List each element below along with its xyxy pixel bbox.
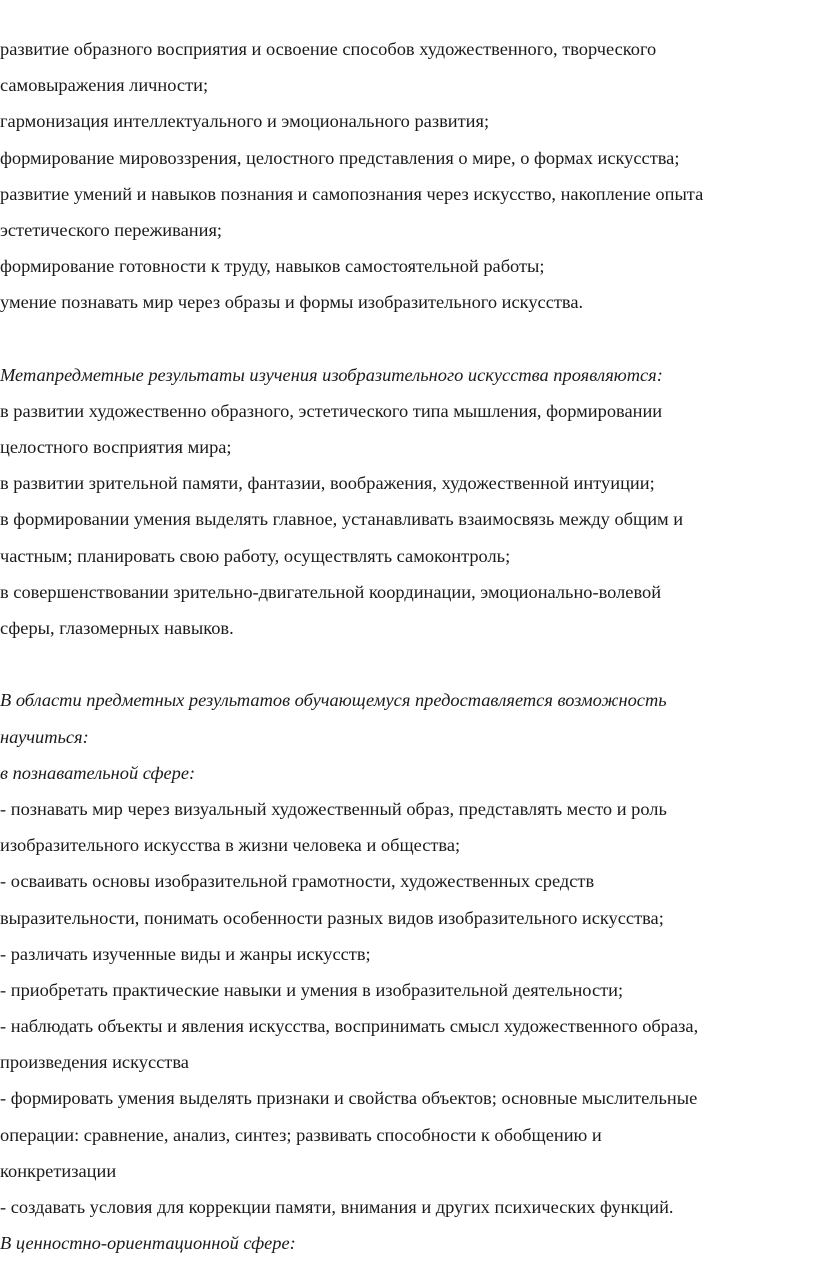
list-item: произведения искусства: [0, 1052, 189, 1073]
list-item: - познавать мир через визуальный художественный образ, представлять место и роль: [0, 798, 667, 819]
text-line: умение познавать мир через образы и формы изобразительного искусства.: [0, 292, 584, 313]
text-line: гармонизация интеллектуального и эмоционального развития;: [0, 111, 490, 132]
list-item: изобразительного искусства в жизни человека и общества;: [0, 835, 461, 856]
value-sphere-heading: В ценностно-ориентационной сфере:: [0, 1233, 296, 1254]
meta-results-heading: Метапредметные результаты изучения изобразительного искусства проявляются:: [0, 364, 663, 385]
list-item: - формировать умения выделять признаки и свойства объектов; основные мыслительные: [0, 1088, 698, 1109]
list-item: - создавать условия для коррекции памяти, внимания и других психических функций.: [0, 1197, 674, 1217]
list-item: - осваивать основы изобразительной грамотности, художественных средств: [0, 871, 595, 892]
text-line: самовыражения личности;: [0, 75, 209, 96]
text-line: формирование готовности к труду, навыков самостоятельной работы;: [0, 256, 545, 277]
subject-results-heading: В области предметных результатов обучающемуся предоставляется возможность: [0, 690, 667, 711]
list-item: конкретизации: [0, 1160, 117, 1181]
text-line: в развитии зрительной памяти, фантазии, воображения, художественной интуиции;: [0, 473, 655, 494]
paragraph-gap: [0, 646, 812, 682]
list-item: операции: сравнение, анализ, синтез; развивать способности к обобщению и: [0, 1124, 602, 1145]
text-line: развитие образного восприятия и освоение способов художественного, творческого: [0, 39, 657, 59]
text-line: в развитии художественно образного, эстетического типа мышления, формировании: [0, 400, 663, 421]
paragraph-gap: [0, 321, 812, 357]
list-item: - приобретать практические навыки и умения в изобразительной деятельности;: [0, 979, 624, 1000]
text-line: развитие умений и навыков познания и самопознания через искусство, накопление опыта: [0, 183, 704, 204]
text-line: в формировании умения выделять главное, устанавливать взаимосвязь между общим и: [0, 509, 684, 530]
list-item: - наблюдать объекты и явления искусства, воспринимать смысл художественного образа,: [0, 1016, 699, 1037]
personal-results-list: [0, 31, 812, 321]
text-line: в совершенствовании зрительно-двигательной координации, эмоционально-волевой: [0, 581, 662, 602]
meta-results-section: [0, 357, 812, 647]
subject-results-section: [0, 682, 812, 1261]
document-page: [0, 31, 812, 1261]
subject-results-heading: научиться:: [0, 726, 89, 747]
text-line: формирование мировоззрения, целостного представления о мире, о формах искусства;: [0, 147, 680, 168]
cognitive-sphere-heading: в познавательной сфере:: [0, 762, 196, 783]
text-line: частным; планировать свою работу, осуществлять самоконтроль;: [0, 545, 511, 566]
text-line: целостного восприятия мира;: [0, 437, 232, 458]
text-line: эстетического переживания;: [0, 219, 223, 240]
list-item: - различать изученные виды и жанры искусств;: [0, 943, 371, 964]
text-line: сферы, глазомерных навыков.: [0, 618, 234, 638]
list-item: выразительности, понимать особенности разных видов изобразительного искусства;: [0, 907, 664, 928]
